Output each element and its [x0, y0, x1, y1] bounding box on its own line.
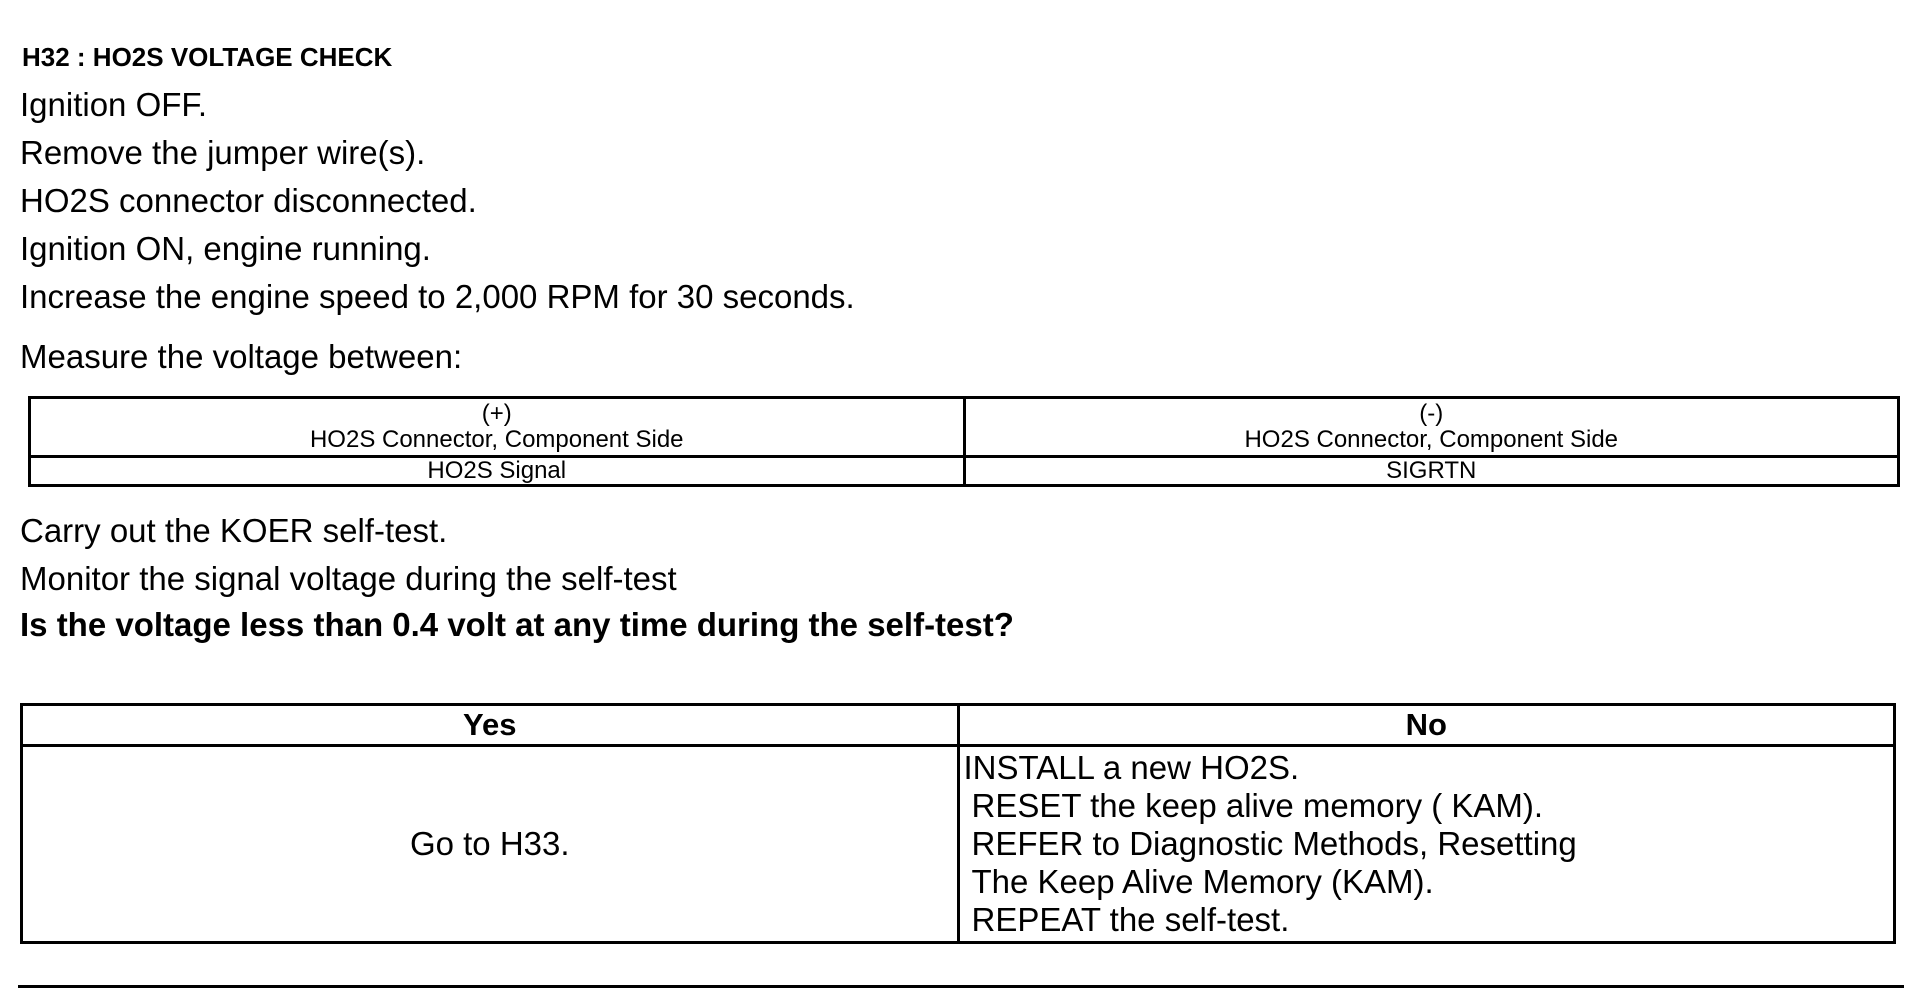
result-action-row: [22, 746, 1895, 943]
no-action-refer-continued: The Keep Alive Memory (KAM).: [971, 863, 1434, 900]
no-action-refer: REFER to Diagnostic Methods, Resetting: [971, 825, 1577, 862]
page-title: H32 : HO2S VOLTAGE CHECK: [22, 42, 393, 72]
step-increase-speed: Increase the engine speed to 2,000 RPM for 30 seconds.: [20, 278, 855, 315]
step-remove-jumper: Remove the jumper wire(s).: [20, 134, 426, 171]
result-header-row: [22, 705, 1895, 746]
negative-sign: (-): [1419, 400, 1444, 427]
negative-lead-header: [964, 398, 1899, 457]
diagnostic-question: Is the voltage less than 0.4 volt at any time during the self-test?: [20, 606, 1014, 643]
positive-lead-header: [30, 398, 965, 457]
step-connector-disconnected: HO2S connector disconnected.: [20, 182, 477, 219]
bottom-divider: [18, 985, 1904, 988]
no-actions: [958, 746, 1895, 943]
no-action-reset: RESET the keep alive memory ( KAM).: [971, 787, 1544, 824]
no-action-install: INSTALL a new HO2S.: [963, 749, 1300, 786]
measurement-value-row: [30, 457, 1899, 486]
step-koer-self-test: Carry out the KOER self-test.: [20, 512, 448, 549]
result-table: [20, 703, 1896, 944]
yes-action: Go to H33.: [22, 746, 959, 943]
step-ignition-off: Ignition OFF.: [20, 86, 208, 123]
no-header: No: [958, 705, 1895, 746]
measurement-header-row: [30, 398, 1899, 457]
step-monitor-voltage: Monitor the signal voltage during the self-test: [20, 560, 677, 597]
positive-connector-label: HO2S Connector, Component Side: [309, 426, 684, 453]
measurement-table: [28, 396, 1900, 487]
no-action-repeat: REPEAT the self-test.: [971, 901, 1290, 938]
step-measure-voltage: Measure the voltage between:: [20, 338, 463, 375]
negative-connector-label: HO2S Connector, Component Side: [1244, 426, 1619, 453]
negative-pin-value: SIGRTN: [964, 457, 1899, 486]
yes-header: Yes: [22, 705, 959, 746]
step-ignition-on: Ignition ON, engine running.: [20, 230, 431, 267]
positive-pin-value: HO2S Signal: [30, 457, 965, 486]
positive-sign: (+): [481, 400, 512, 427]
